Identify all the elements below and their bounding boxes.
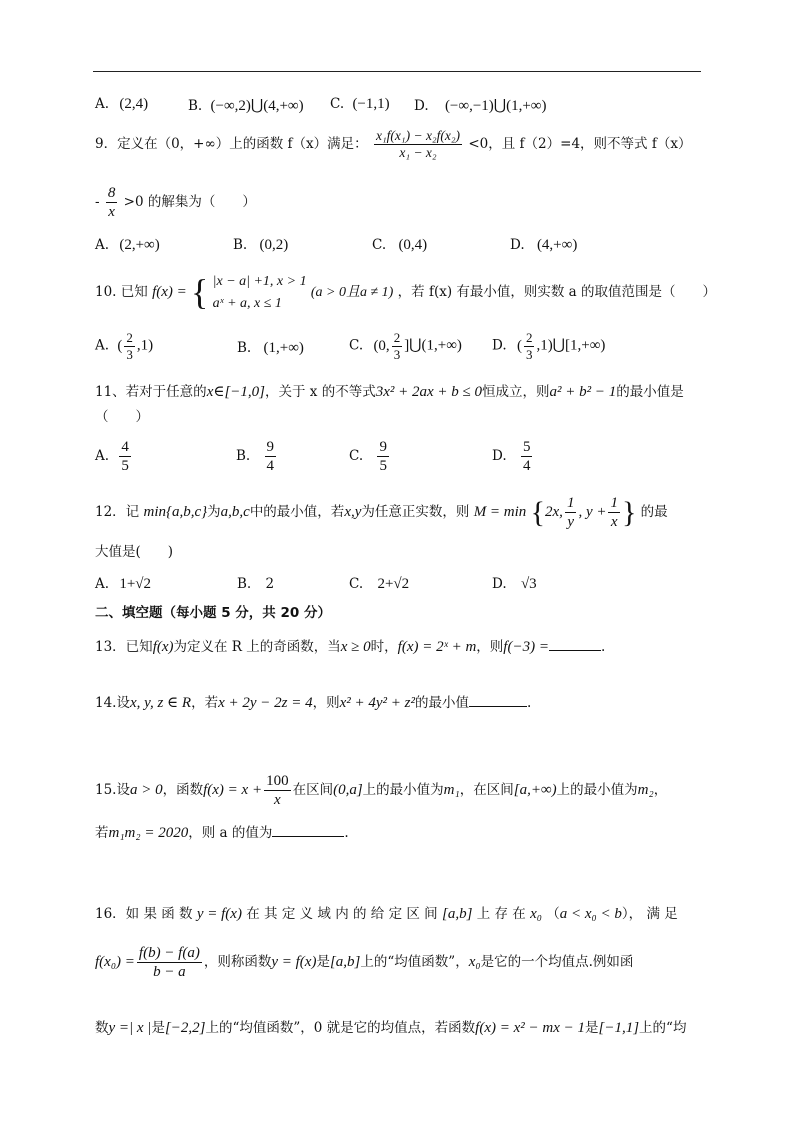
q16-stem-line3: 数y =| x |是[−2,2]上的“均值函数”，0 就是它的均值点，若函数f(x) = x² − mx − 1是[−1,1]上的“均	[95, 1020, 687, 1036]
q13-answer-blank[interactable]	[549, 638, 601, 651]
q14-stem: 14.设x, y, z ∈ R，若x + 2y − 2z = 4，则x² + 4y² + z²的最小值 .	[95, 695, 532, 711]
header-rule	[93, 71, 701, 72]
q9-eight-over-x: $\frac{8}{x}$	[107, 185, 116, 220]
q10-stem: 10. 已知 f(x) = { |x − a| +1, x > 1 aˣ + a, x ≤ 1 (a > 0且a ≠ 1) ，若 f(x) 有最小值，则实数 a 的取值范围是（ ）	[95, 272, 717, 313]
q10-option-d: D. ( $\frac{2}{3}$ ,1)⋃[1,+∞)	[492, 330, 606, 362]
q8-option-c: C. (−1,1)	[330, 96, 390, 112]
q9-option-d: D. (4,+∞)	[510, 237, 578, 253]
q9-stem: 9．定义在（0，+∞）上的函数 f（x）满足： $\frac{\text{x₁f(x₁) − x₂f(x₂)}}{\text{x₁ − x₂}}$ <0，且 f（2）=4，则不等式 f（x）	[95, 128, 692, 161]
q8-option-b: B. (−∞,2)⋃(4,+∞)	[188, 98, 304, 114]
q13-stem: 13．已知f(x)为定义在 R 上的奇函数，当x ≥ 0时，f(x) = 2ˣ + m，则f(−3) = .	[95, 639, 606, 655]
q8-option-d: D. (−∞,−1)⋃(1,+∞)	[414, 98, 547, 114]
q15-stem: 15.设a > 0，函数f(x) = x + $\frac{100}{x}$ 在区间(0,a]上的最小值为m₁，在区间[a,+∞)上的最小值为m₂，	[95, 773, 668, 808]
q10-piecewise: |x − a| +1, x > 1 aˣ + a, x ≤ 1	[212, 274, 307, 311]
q11-stem-line2: （ ）	[95, 409, 149, 425]
q16-stem-line2: f(x₀) = $\frac{f(b) - f(a)}{b - a}$ ，则称函数y = f(x)是[a,b]上的“均值函数”，x₀是它的一个均值点.例如函	[95, 945, 634, 980]
q16-stem-line1: 16．如 果 函 数 y = f(x) 在 其 定 义 域 内 的 给 定 区 间 [a,b] 上 存 在 x₀ （a < x₀ < b）， 满 足	[95, 906, 678, 922]
q12-stem: 12．记 min{a,b,c}为a,b,c中的最小值，若x,y为任意正实数，则 M = min {2x, $\frac{1}{y}$ , y + $\frac{1}{x}$ } 的最	[95, 495, 668, 530]
q9-fraction: $\frac{\text{x₁f(x₁) − x₂f(x₂)}}{\text{x₁ − x₂}}$	[375, 128, 461, 161]
q10-option-c: C. (0, $\frac{2}{3}$ ]⋃(1,+∞)	[349, 330, 462, 362]
section-heading-fill-in: 二、填空题（每小题 5 分，共 20 分）	[95, 605, 331, 621]
q11-option-b: B. $\frac{9}{4}$	[236, 439, 275, 474]
q11-option-c: C. $\frac{9}{5}$	[349, 439, 387, 474]
q11-stem: 11、若对于任意的x∈[−1,0]，关于 x 的不等式3x² + 2ax + b ≤ 0恒成立，则a² + b² − 1的最小值是	[95, 384, 684, 400]
q12-option-c: C. 2+√2	[349, 576, 410, 592]
q15-stem-line2: 若m₁m₂ = 2020，则 a 的值为 .	[95, 825, 349, 841]
left-brace-icon: {	[530, 496, 546, 529]
q9-option-a: A. (2,+∞)	[95, 237, 160, 253]
q12-option-a: A. 1+√2	[95, 576, 152, 592]
q11-option-a: A. $\frac{4}{5}$	[95, 439, 129, 474]
q9-stem-line2: - $\frac{8}{x}$ >0 的解集为（ ）	[95, 185, 256, 220]
q14-answer-blank[interactable]	[469, 694, 527, 707]
q10-option-a: A. ( $\frac{2}{3}$ ,1)	[95, 330, 154, 362]
q11-option-d: D. $\frac{5}{4}$	[492, 439, 531, 474]
left-brace-icon: {	[191, 272, 209, 313]
q12-stem-line2: 大值是( )	[95, 544, 174, 560]
q15-answer-blank[interactable]	[272, 824, 344, 837]
q10-option-b: B. (1,+∞)	[237, 340, 304, 356]
q8-option-a: A. (2,4)	[95, 96, 149, 112]
right-brace-icon: }	[621, 496, 637, 529]
q12-option-d: D. √3	[492, 576, 537, 592]
q9-option-c: C. (0,4)	[372, 237, 428, 253]
q12-option-b: B. 2	[237, 576, 275, 592]
q9-option-b: B. (0,2)	[233, 237, 289, 253]
